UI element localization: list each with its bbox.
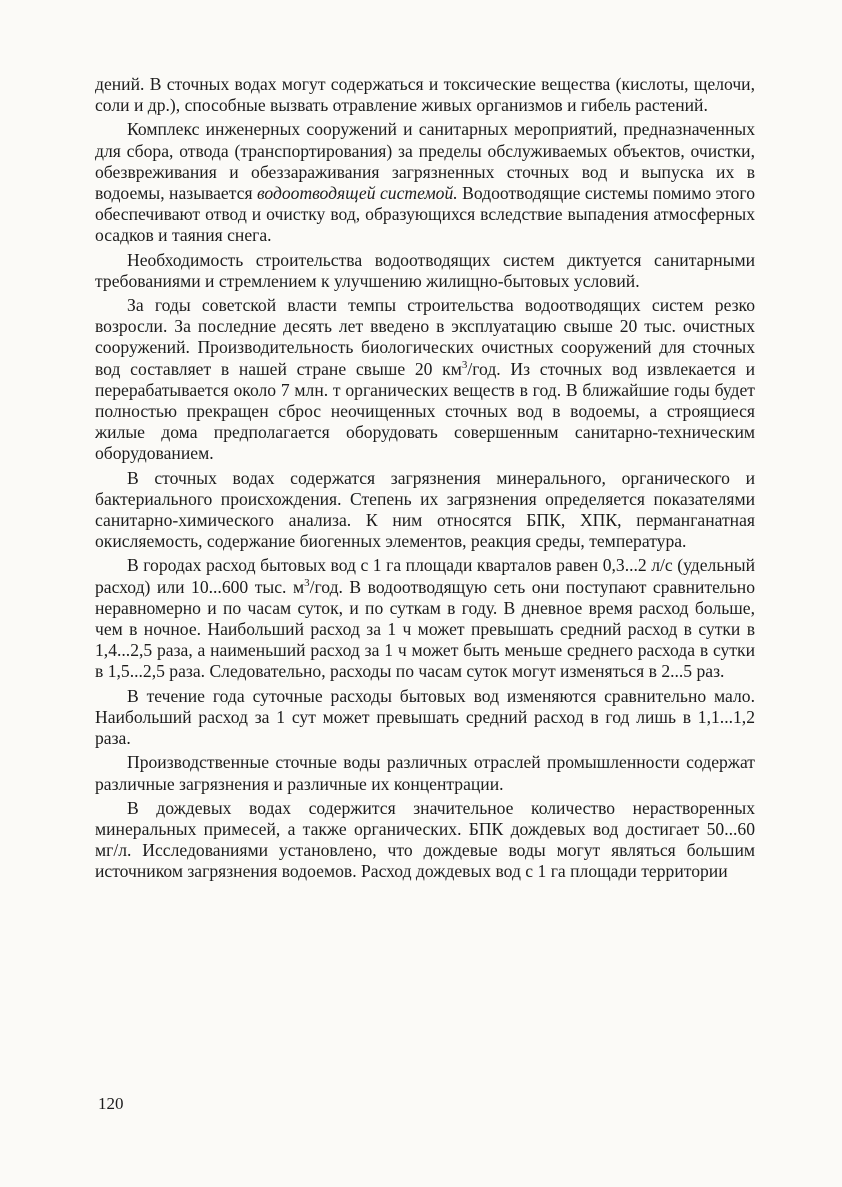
paragraph-7: В течение года суточные расходы бытовых вод изменяются сравнительно мало. Наибольший расход за 1 сут может превышать средний расход в год лишь в 1,1...1,2 раза.: [95, 685, 755, 749]
paragraph-5: В сточных водах содержатся загрязнения минерального, органического и бактериального происхождения. Степень их загрязнения определяется показателями санитарно-химического анализа. К ним относятся БПК, ХПК, перманганатная окисляемость, содержание биогенных элементов, реакция среды, температура.: [95, 467, 755, 552]
paragraph-6: [95, 555, 755, 682]
paragraph-6-part-1: В городах расход бытовых вод с 1 га площади кварталов равен 0,3...2 л/с (удельный расход) или 10...600 тыс. м: [95, 555, 755, 597]
paragraph-4-part-1: За годы советской власти темпы строительства водоотводящих систем резко возросли. За последние десять лет введено в эксплуатацию свыше 20 тыс. очистных сооружений. Производительность биологических очистных сооружений для сточных вод составляет в нашей стране свыше 20 км: [95, 295, 755, 379]
paragraph-2-part-2: Водоотводящие системы помимо этого обеспечивают отвод и очистку вод, образующихся вследствие выпадения атмосферных осадков и таяния снега.: [95, 183, 755, 246]
superscript-3: 3: [461, 358, 468, 371]
paragraph-6-part-2: /год. В водоотводящую сеть они поступают сравнительно неравномерно и по часам суток, и по суткам в году. В дневное время расход больше, чем в ночное. Наибольший расход за 1 ч может превышать средний расход в сутки в 1,4...2,5 раза, а наименьший расход за 1 ч может быть меньше среднего расхода в сутки в 1,5...2,5 раза. Следовательно, расходы по часам суток могут изменяться в 2...5 раз.: [95, 576, 755, 682]
paragraph-1: дений. В сточных водах могут содержаться и токсические вещества (кислоты, щелочи, соли и др.), способные вызвать отравление живых организмов и гибель растений.: [95, 74, 755, 116]
superscript-3: 3: [304, 576, 310, 589]
paragraph-4-part-2: /год. Из сточных вод извлекается и перерабатывается около 7 млн. т органических веществ в год. В ближайшие годы будет полностью прекращен сброс неочищенных сточных вод в водоемы, а строящиеся жилые дома предполагается оборудовать совершенным санитарно-техническим оборудованием.: [95, 358, 755, 464]
paragraph-2-part-1: Комплекс инженерных сооружений и санитарных мероприятий, предназначенных для сбора, отвода (транспортирования) за пределы обслуживаемых объектов, очистки, обезвреживания и обеззараживания загрязненных сточных вод и выпуска их в водоемы, называется: [95, 119, 755, 204]
paragraph-4: [95, 295, 755, 465]
page-body: [95, 74, 755, 883]
paragraph-2: [95, 119, 755, 246]
paragraph-8: Производственные сточные воды различных отраслей промышленности содержат различные загрязнения и различные их концентрации.: [95, 752, 755, 794]
paragraph-3: Необходимость строительства водоотводящих систем диктуется санитарными требованиями и стремлением к улучшению жилищно-бытовых условий.: [95, 249, 755, 291]
page-number: 120: [98, 1094, 124, 1113]
italic-term: водоотводящей системой.: [256, 183, 458, 204]
paragraph-9: В дождевых водах содержится значительное количество нерастворенных минеральных примесей, а также органических. БПК дождевых вод достигает 50...60 мг/л. Исследованиями установлено, что дождевые воды могут являться большим источником загрязнения водоемов. Расход дождевых вод с 1 га площади территории: [95, 797, 755, 882]
